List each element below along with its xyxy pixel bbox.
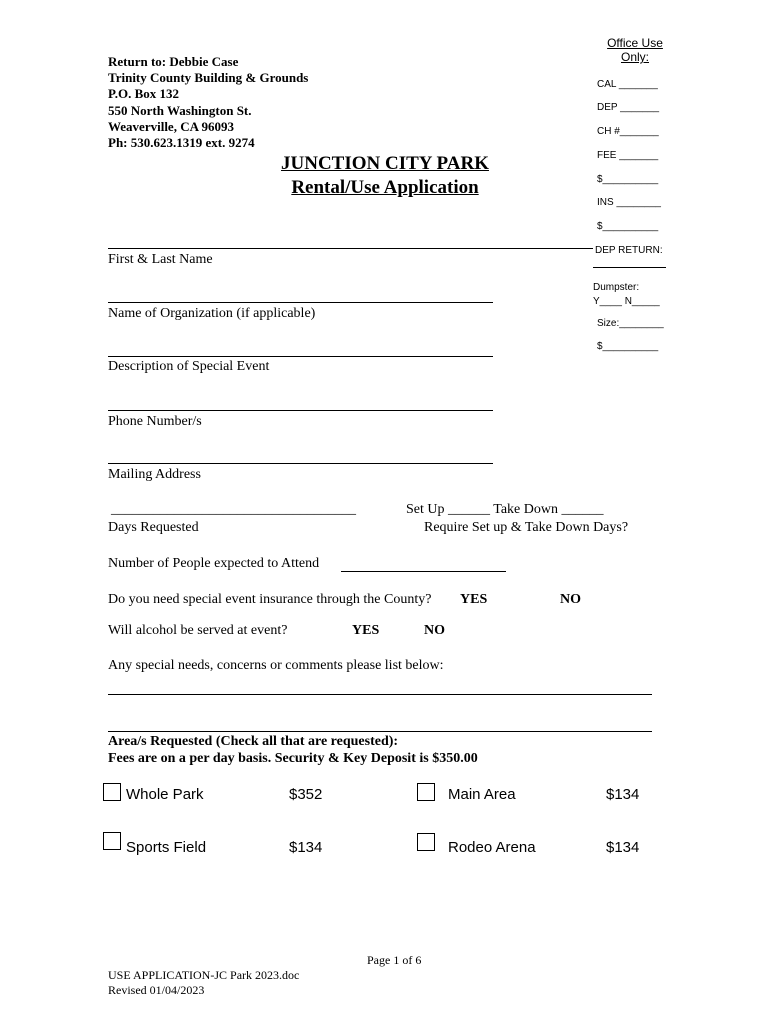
street-line: 550 North Washington St. <box>108 102 252 118</box>
rodeo-arena-label: Rodeo Arena <box>448 839 536 856</box>
people-label: Number of People expected to Attend <box>108 556 320 571</box>
days-requested-label: Days Requested <box>108 520 199 535</box>
return-address <box>108 54 308 151</box>
alcohol-no-option[interactable]: NO <box>424 623 445 638</box>
office-dep: DEP _______ <box>597 102 660 113</box>
file-name: USE APPLICATION-JC Park 2023.doc <box>108 968 300 982</box>
people-input-line[interactable] <box>341 571 506 572</box>
main-area-label: Main Area <box>448 786 516 803</box>
office-ins: INS ________ <box>597 197 661 208</box>
name-label: First & Last Name <box>108 252 213 267</box>
page-title: JUNCTION CITY PARK <box>281 153 489 174</box>
dep-return-line <box>593 267 666 268</box>
office-size: Size:________ <box>597 318 664 329</box>
insurance-question: Do you need special event insurance through the County? <box>108 592 432 607</box>
office-amount-2: $__________ <box>597 221 659 232</box>
rodeo-arena-price: $134 <box>606 839 640 856</box>
organization-input-line[interactable] <box>108 302 493 303</box>
areas-heading: Area/s Requested (Check all that are requested): <box>108 734 399 749</box>
city-line: Weaverville, CA 96093 <box>108 118 235 134</box>
setup-takedown-input[interactable]: Set Up ______ Take Down ______ <box>406 502 604 517</box>
alcohol-question: Will alcohol be served at event? <box>108 623 288 638</box>
office-ch: CH #_______ <box>597 126 659 137</box>
rodeo-arena-checkbox[interactable] <box>417 833 435 851</box>
organization-label: Name of Organization (if applicable) <box>108 306 316 321</box>
office-dep-return: DEP RETURN: <box>595 245 663 256</box>
office-amount-1: $__________ <box>597 174 659 185</box>
office-dumpster: Dumpster: <box>593 282 640 293</box>
office-use-heading-line2: Only: <box>620 50 649 64</box>
page-number: Page 1 of 6 <box>367 953 422 967</box>
office-dumpster-yn: Y____ N_____ <box>593 296 660 307</box>
revised-date: Revised 01/04/2023 <box>108 983 205 997</box>
sports-field-checkbox[interactable] <box>103 832 121 850</box>
insurance-yes-option[interactable]: YES <box>460 592 488 607</box>
insurance-no-option[interactable]: NO <box>560 592 581 607</box>
special-needs-label: Any special needs, concerns or comments please list below: <box>108 658 444 673</box>
sports-field-label: Sports Field <box>126 839 207 856</box>
description-input-line[interactable] <box>108 356 493 357</box>
whole-park-checkbox[interactable] <box>103 783 121 801</box>
description-label: Description of Special Event <box>108 359 270 374</box>
alcohol-yes-option[interactable]: YES <box>352 623 380 638</box>
department-line: Trinity County Building & Grounds <box>108 70 309 86</box>
main-area-price: $134 <box>606 786 640 803</box>
office-cal: CAL _______ <box>597 79 658 90</box>
name-input-line[interactable] <box>108 248 593 249</box>
office-fee: FEE _______ <box>597 150 659 161</box>
fees-note: Fees are on a per day basis. Security & Key Deposit is $350.00 <box>108 751 478 766</box>
office-use-heading-line1: Office Use <box>607 36 663 50</box>
mailing-label: Mailing Address <box>108 467 201 482</box>
special-needs-line-1[interactable] <box>108 694 652 695</box>
return-to-line: Return to: Debbie Case <box>108 54 239 69</box>
main-area-checkbox[interactable] <box>417 783 435 801</box>
office-amount-3: $__________ <box>597 341 659 352</box>
phone-label: Phone Number/s <box>108 414 202 429</box>
office-use-heading <box>595 36 675 64</box>
setup-takedown-label: Require Set up & Take Down Days? <box>424 520 629 535</box>
phone-input-line[interactable] <box>108 410 493 411</box>
days-requested-input[interactable]: ___________________________________ <box>111 502 356 517</box>
po-box-line: P.O. Box 132 <box>108 86 180 102</box>
whole-park-label: Whole Park <box>126 786 204 803</box>
phone-line: Ph: 530.623.1319 ext. 9274 <box>108 135 255 151</box>
special-needs-line-2[interactable] <box>108 731 652 732</box>
document-footer <box>108 968 299 998</box>
sports-field-price: $134 <box>289 839 323 856</box>
whole-park-price: $352 <box>289 786 323 803</box>
mailing-input-line[interactable] <box>108 463 493 464</box>
page-subtitle: Rental/Use Application <box>291 177 479 198</box>
